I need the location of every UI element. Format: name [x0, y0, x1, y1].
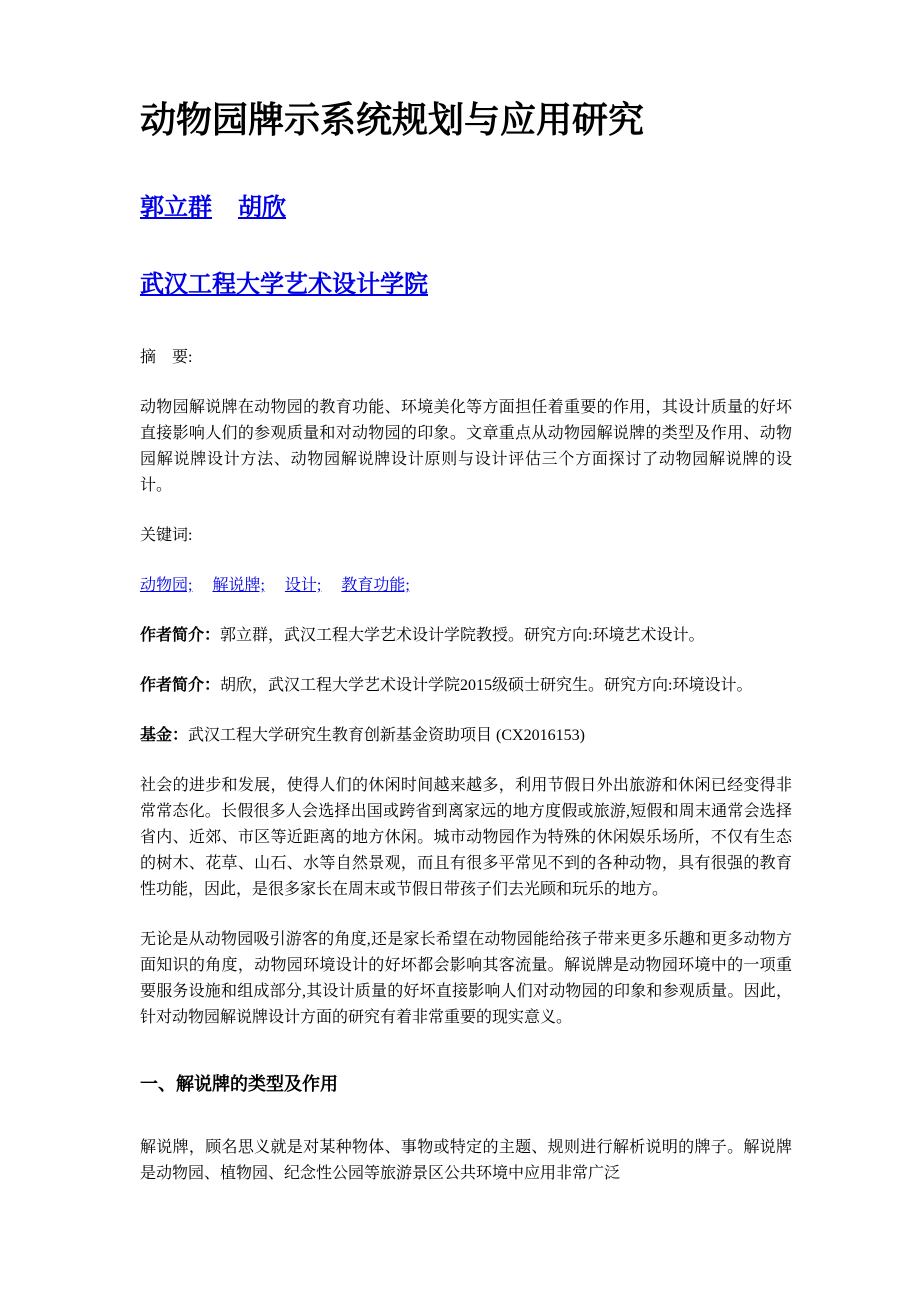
- author-link-hu-xin[interactable]: 胡欣: [238, 195, 286, 221]
- affiliation-row: [140, 264, 792, 299]
- section-paragraph-1: 解说牌，顾名思义就是对某种物体、事物或特定的主题、规则进行解析说明的牌子。解说牌是动物园、植物园、纪念性公园等旅游景区公共环境中应用非常广泛: [140, 1139, 792, 1182]
- affiliation-link[interactable]: 武汉工程大学艺术设计学院: [140, 272, 428, 298]
- section-heading-types-and-roles: 一、解说牌的类型及作用: [140, 1074, 338, 1094]
- author-bio-2: [140, 673, 792, 699]
- keywords-row: [140, 573, 792, 599]
- author-bio-1-text: 郭立群，武汉工程大学艺术设计学院教授。研究方向:环境艺术设计。: [220, 627, 705, 644]
- authors-row: [140, 187, 792, 222]
- keywords-label: 关键词:: [140, 527, 193, 544]
- author-bio-2-text: 胡欣，武汉工程大学艺术设计学院2015级硕士研究生。研究方向:环境设计。: [220, 677, 753, 694]
- fund-label: 基金：: [140, 727, 189, 744]
- keyword-link-sign[interactable]: 解说牌;: [212, 577, 265, 594]
- keyword-link-zoo[interactable]: 动物园;: [140, 577, 193, 594]
- page-title: 动物园牌示系统规划与应用研究: [140, 100, 645, 140]
- keyword-link-education[interactable]: 教育功能;: [341, 577, 410, 594]
- author-bio-1: [140, 623, 792, 649]
- body-paragraph-2: 无论是从动物园吸引游客的角度,还是家长希望在动物园能给孩子带来更多乐趣和更多动物方面知识的角度，动物园环境设计的好坏都会影响其客流量。解说牌是动物园环境中的一项重要服务设施和组成部分,其设计质量的好坏直接影响人们对动物园的印象和参观质量。因此，针对动物园解说牌设计方面的研究有着非常重要的现实意义。: [140, 931, 792, 1026]
- keyword-link-design[interactable]: 设计;: [284, 577, 322, 594]
- author-link-guo-liqun[interactable]: 郭立群: [140, 195, 212, 221]
- fund-line: [140, 723, 792, 749]
- author-bio-2-label: 作者简介：: [140, 677, 221, 694]
- fund-text: 武汉工程大学研究生教育创新基金资助项目 (CX2016153): [188, 727, 585, 744]
- body-paragraph-1: 社会的进步和发展，使得人们的休闲时间越来越多，利用节假日外出旅游和休闲已经变得非常常态化。长假很多人会选择出国或跨省到离家远的地方度假或旅游,短假和周末通常会选择省内、近郊、市区等近距离的地方休闲。城市动物园作为特殊的休闲娱乐场所，不仅有生态的树木、花草、山石、水等自然景观，而且有很多平常见不到的各种动物，具有很强的教育性功能，因此，是很多家长在周末或节假日带孩子们去光顾和玩乐的地方。: [140, 777, 792, 898]
- abstract-label: 摘 要:: [140, 349, 193, 366]
- author-bio-1-label: 作者简介：: [140, 627, 221, 644]
- abstract-text: 动物园解说牌在动物园的教育功能、环境美化等方面担任着重要的作用，其设计质量的好坏直接影响人们的参观质量和对动物园的印象。文章重点从动物园解说牌的类型及作用、动物园解说牌设计方法、动物园解说牌设计原则与设计评估三个方面探讨了动物园解说牌的设计。: [140, 399, 792, 494]
